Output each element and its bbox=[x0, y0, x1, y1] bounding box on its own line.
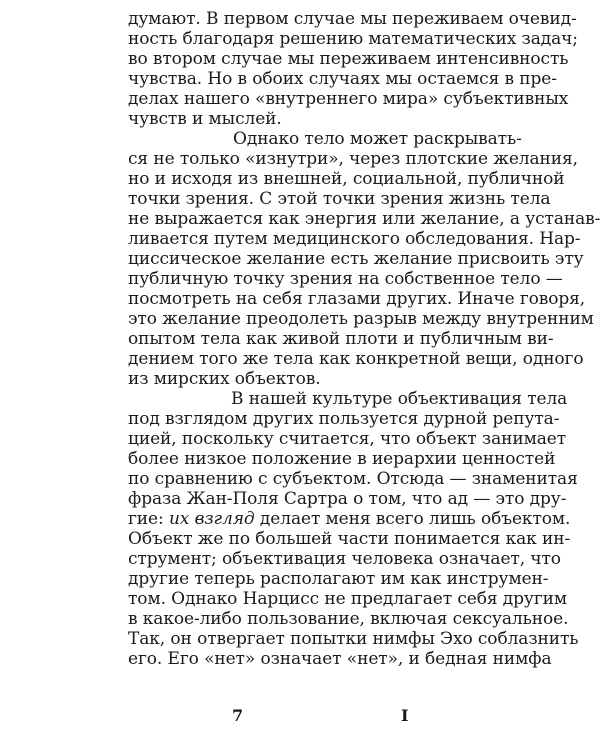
text-fragment: гие: bbox=[128, 509, 164, 529]
text-line: Объект же по большей части понимается как ин- bbox=[128, 529, 571, 549]
text-line: Так, он отвергает попытки нимфы Эхо соблазнить bbox=[128, 629, 579, 649]
text-line-with-italic bbox=[128, 509, 570, 529]
text-line: цией, поскольку считается, что объект занимает bbox=[128, 429, 566, 449]
signature-mark: I bbox=[401, 706, 409, 725]
text-line: думают. В первом случае мы переживаем очевид- bbox=[128, 9, 577, 29]
text-line: ливается путем медицинского обследования. Нар- bbox=[128, 229, 581, 249]
text-line: другие теперь располагают им как инструмен- bbox=[128, 569, 549, 589]
text-line: под взглядом других пользуется дурной репута- bbox=[128, 409, 560, 429]
text-line: посмотреть на себя глазами других. Иначе говоря, bbox=[128, 289, 586, 309]
text-line: во втором случае мы переживаем интенсивность bbox=[128, 49, 569, 69]
text-line: более низкое положение в иерархии ценностей bbox=[128, 449, 556, 469]
text-line: в какое-либо пользование, включая сексуальное. bbox=[128, 609, 569, 629]
text-line: публичную точку зрения на собственное тело — bbox=[128, 269, 563, 289]
text-line: том. Однако Нарцисс не предлагает себя другим bbox=[128, 589, 567, 609]
page-number: 7 bbox=[232, 706, 244, 725]
text-line: по сравнению с субъектом. Отсюда — знаменитая bbox=[128, 469, 578, 489]
paragraph-start: Однако тело может раскрывать- bbox=[233, 129, 522, 149]
text-line: его. Его «нет» означает «нет», и бедная нимфа bbox=[128, 649, 552, 669]
text-line: чувства. Но в обоих случаях мы остаемся в пре- bbox=[128, 69, 557, 89]
text-line: но и исходя из внешней, социальной, публичной bbox=[128, 169, 565, 189]
text-line: это желание преодолеть разрыв между внутренним bbox=[128, 309, 594, 329]
text-line: струмент; объективация человека означает, что bbox=[128, 549, 561, 569]
text-line: из мирских объектов. bbox=[128, 369, 321, 389]
text-line: не выражается как энергия или желание, а устанав- bbox=[128, 209, 600, 229]
text-line: чувств и мыслей. bbox=[128, 109, 282, 129]
text-fragment: делает меня всего лишь объектом. bbox=[259, 509, 571, 529]
text-line: ся не только «изнутри», через плотские желания, bbox=[128, 149, 578, 169]
text-line: фраза Жан-Поля Сартра о том, что ад — это дру- bbox=[128, 489, 567, 509]
paragraph-start: В нашей культуре объективация тела bbox=[231, 389, 568, 409]
italic-phrase: их взгляд bbox=[168, 509, 255, 529]
text-line: делах нашего «внутреннего мира» субъективных bbox=[128, 89, 569, 109]
text-line: точки зрения. С этой точки зрения жизнь тела bbox=[128, 189, 551, 209]
text-line: дением того же тела как конкретной вещи, одного bbox=[128, 349, 584, 369]
text-line: опытом тела как живой плоти и публичным ви- bbox=[128, 329, 554, 349]
text-line: циссическое желание есть желание присвоить эту bbox=[128, 249, 584, 269]
text-line: ность благодаря решению математических задач; bbox=[128, 29, 578, 49]
